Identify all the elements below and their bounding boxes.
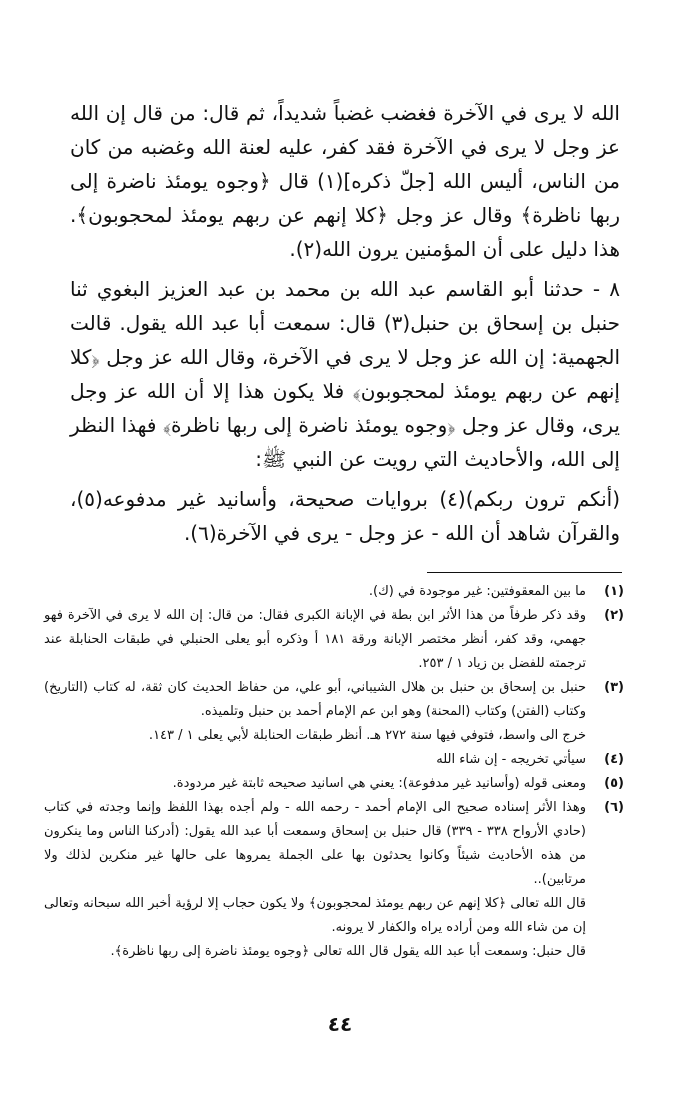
footnote-6 bbox=[44, 796, 624, 964]
footnote-line: سيأتي تخريجه - إن شاء الله bbox=[436, 752, 586, 767]
footnote-text bbox=[44, 796, 586, 964]
footnotes bbox=[44, 580, 624, 964]
page-number: ٤٤ bbox=[327, 1012, 353, 1036]
footnote-line: ومعنى قوله (وأسانيد غير مدفوعة): يعني هي اسانيد صحيحه ثابتة غير مردودة. bbox=[172, 776, 586, 791]
footnote-number: (٦) bbox=[604, 800, 624, 815]
footnote-text bbox=[44, 748, 586, 772]
footnote-line: قال الله تعالى ﴿كلا إنهم عن ربهم يومئذ لمحجوبون﴾ ولا يكون حجاب إلا لرؤية أخبر الله سبحانه وتعالى إن من شاء الله ومن أراده يراه والكفار لا يرونه. bbox=[44, 896, 586, 935]
footnote-line: خرج الى واسط، فتوفي فيها سنة ٢٧٢ هـ. أنظر طبقات الحنابلة لأبي يعلى ١ / ١٤٣. bbox=[148, 728, 586, 743]
paragraph-2: ٨ - حدثنا أبو القاسم عبد الله بن محمد بن عبد العزيز البغوي ثنا حنبل بن إسحاق بن حنبل(٣) قال: سمعت أبا عبد الله يقول. قالت الجهمية: إن الله عز وجل لا يرى في الآخرة، وقال الله عز وجل ﴿كلا إنهم عن ربهم يومئذ لمحجوبون﴾ فلا يكون هذا إلا أن الله عز وجل يرى، وقال عز وجل ﴿وجوه يومئذ ناضرة إلى ربها ناظرة﴾ فهذا النظر إلى الله، والأحاديث التي رويت عن النبي ﷺ: bbox=[70, 277, 621, 471]
footnote-number: (٥) bbox=[604, 776, 624, 791]
footnote-line: وهذا الأثر إسناده صحيح الى الإمام أحمد - رحمه الله - ولم أجده بهذا اللفظ وإنما وجدته في كتاب (حادي الأرواح ٣٣٨ - ٣٣٩) قال حنبل بن إسحاق وسمعت أبا عبد الله يقول: (أدركنا الناس وما ينكرون من هذه الأحاديث شيئاً وكانوا يحدثون بها على الجملة يمروها على حالها غير منكرين لذلك ولا مرتابين).. bbox=[44, 800, 586, 887]
footnote-line: وقد ذكر طرفاً من هذا الأثر ابن بطة في الإبانة الكبرى فقال: من قال: إن الله لا يرى في الآخرة فهو جهمي، وقد كفر، أنظر مختصر الإبانة ورقة ١٨١ أ وذكره أبو يعلى الحنبلي في طبقات الحنابلة عند ترجمته للفضل بن زياد ١ / ٢٥٣. bbox=[44, 608, 586, 671]
footnote-4 bbox=[44, 748, 624, 772]
footnote-5 bbox=[44, 772, 624, 796]
main-text bbox=[70, 96, 620, 556]
footnote-number: (٢) bbox=[604, 608, 624, 623]
footnote-text bbox=[44, 676, 586, 748]
footnote-1 bbox=[44, 580, 624, 604]
footnote-2 bbox=[44, 604, 624, 676]
footnote-separator bbox=[427, 572, 622, 573]
footnote-line: حنبل بن إسحاق بن حنبل بن هلال الشيباني، أبو علي، من حفاظ الحديث كان ثقة، له كتاب (التاريخ) وكتاب (الفتن) وكتاب (المحنة) وهو ابن عم الإمام أحمد بن حنبل وتلميذه. bbox=[44, 680, 586, 719]
footnote-line: ما بين المعقوفتين: غير موجودة في (ك). bbox=[368, 584, 586, 599]
paragraph-3: (أنكم ترون ربكم)(٤) بروايات صحيحة، وأسانيد غير مدفوعه(٥)، والقرآن شاهد أن الله - عز وجل - يرى في الآخرة(٦). bbox=[70, 487, 620, 545]
footnote-line: قال حنبل: وسمعت أبا عبد الله يقول قال الله تعالى ﴿وجوه يومئذ ناضرة إلى ربها ناظرة﴾. bbox=[110, 944, 586, 959]
footnote-number: (١) bbox=[604, 584, 624, 599]
footnote-number: (٣) bbox=[604, 680, 624, 695]
footnote-number: (٤) bbox=[604, 752, 624, 767]
footnote-3 bbox=[44, 676, 624, 748]
footnote-text bbox=[44, 580, 586, 604]
paragraph-1: الله لا يرى في الآخرة فغضب غضباً شديداً، ثم قال: من قال إن الله عز وجل لا يرى في الآخرة فقد كفر، عليه لعنة الله وغضبه من كان من الناس، أليس الله [جلّ ذكره](١) قال ﴿وجوه يومئذ ناضرة إلى ربها ناظرة﴾ وقال عز وجل ﴿كلا إنهم عن ربهم يومئذ لمحجوبون﴾. هذا دليل على أن المؤمنين يرون الله(٢). bbox=[70, 101, 620, 261]
footnote-text bbox=[44, 772, 586, 796]
footnote-text bbox=[44, 604, 586, 676]
